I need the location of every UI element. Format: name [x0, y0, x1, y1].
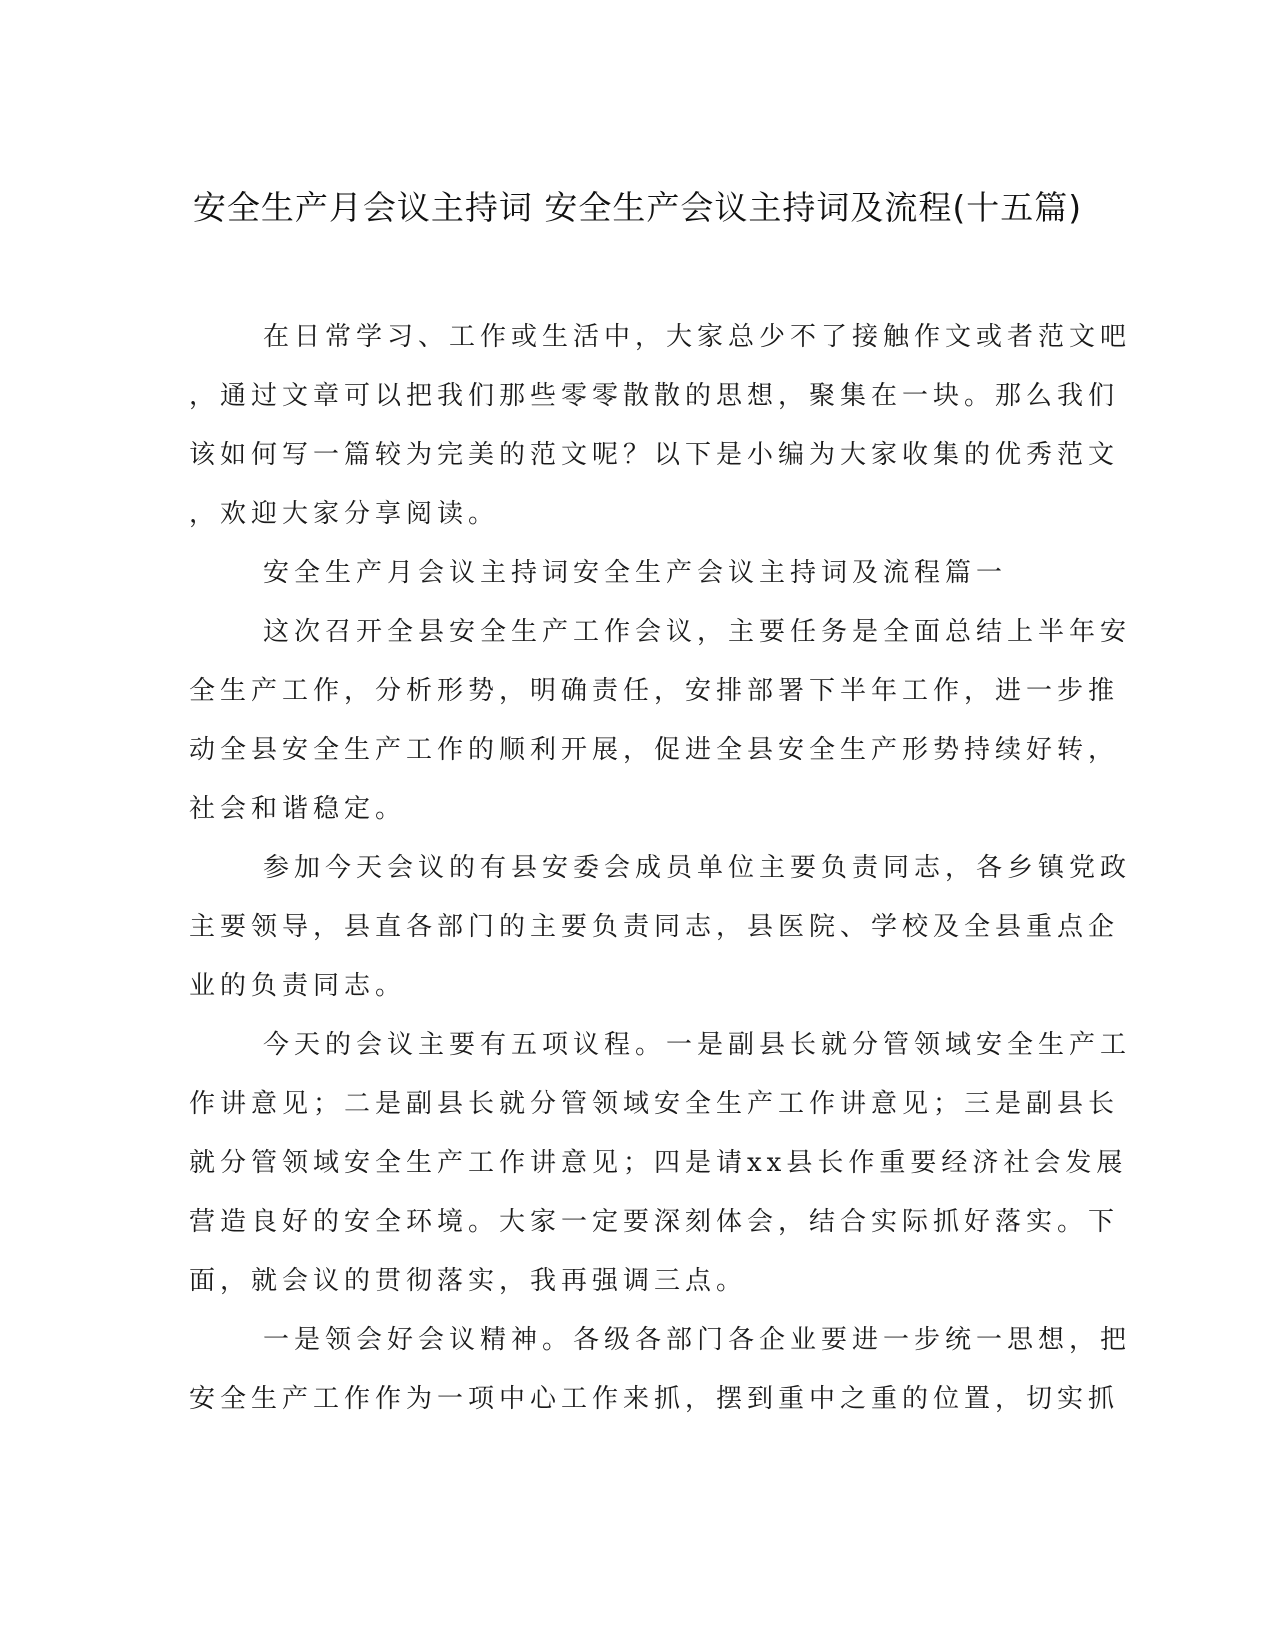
paragraph-line: ，通过文章可以把我们那些零零散散的思想，聚集在一块。那么我们 [189, 381, 1120, 411]
paragraph-line: 面，就会议的贯彻落实，我再强调三点。 [189, 1266, 748, 1296]
paragraph-line: 动全县安全生产工作的顺利开展，促进全县安全生产形势持续好转， [189, 735, 1120, 765]
document-title: 安全生产月会议主持词 安全生产会议主持词及流程(十五篇) [192, 188, 1083, 227]
paragraph-line: 这次召开全县安全生产工作会议，主要任务是全面总结上半年安 [263, 617, 1132, 647]
paragraph-line: 一是领会好会议精神。各级各部门各企业要进一步统一思想，把 [263, 1325, 1132, 1355]
paragraph-line: 参加今天会议的有县安委会成员单位主要负责同志，各乡镇党政 [263, 853, 1132, 883]
paragraph-line: 该如何写一篇较为完美的范文呢？以下是小编为大家收集的优秀范文 [189, 440, 1120, 470]
paragraph-line: 业的负责同志。 [189, 971, 407, 1001]
paragraph-line: 营造良好的安全环境。大家一定要深刻体会，结合实际抓好落实。下 [189, 1207, 1120, 1237]
paragraph-line: 作讲意见；二是副县长就分管领域安全生产工作讲意见；三是副县长 [189, 1089, 1120, 1119]
paragraph-line: 社会和谐稳定。 [189, 794, 407, 824]
paragraph-line: 主要领导，县直各部门的主要负责同志，县医院、学校及全县重点企 [189, 912, 1120, 942]
paragraph-line: 今天的会议主要有五项议程。一是副县长就分管领域安全生产工 [263, 1030, 1132, 1060]
section-heading: 安全生产月会议主持词安全生产会议主持词及流程篇一 [263, 558, 1008, 588]
paragraph-line: ，欢迎大家分享阅读。 [189, 499, 500, 529]
paragraph-line: 安全生产工作作为一项中心工作来抓，摆到重中之重的位置，切实抓 [189, 1384, 1120, 1414]
paragraph-line: 全生产工作，分析形势，明确责任，安排部署下半年工作，进一步推 [189, 676, 1120, 706]
paragraph-line: 在日常学习、工作或生活中，大家总少不了接触作文或者范文吧 [263, 322, 1132, 352]
paragraph-line: 就分管领域安全生产工作讲意见；四是请xx县长作重要经济社会发展 [189, 1148, 1128, 1178]
